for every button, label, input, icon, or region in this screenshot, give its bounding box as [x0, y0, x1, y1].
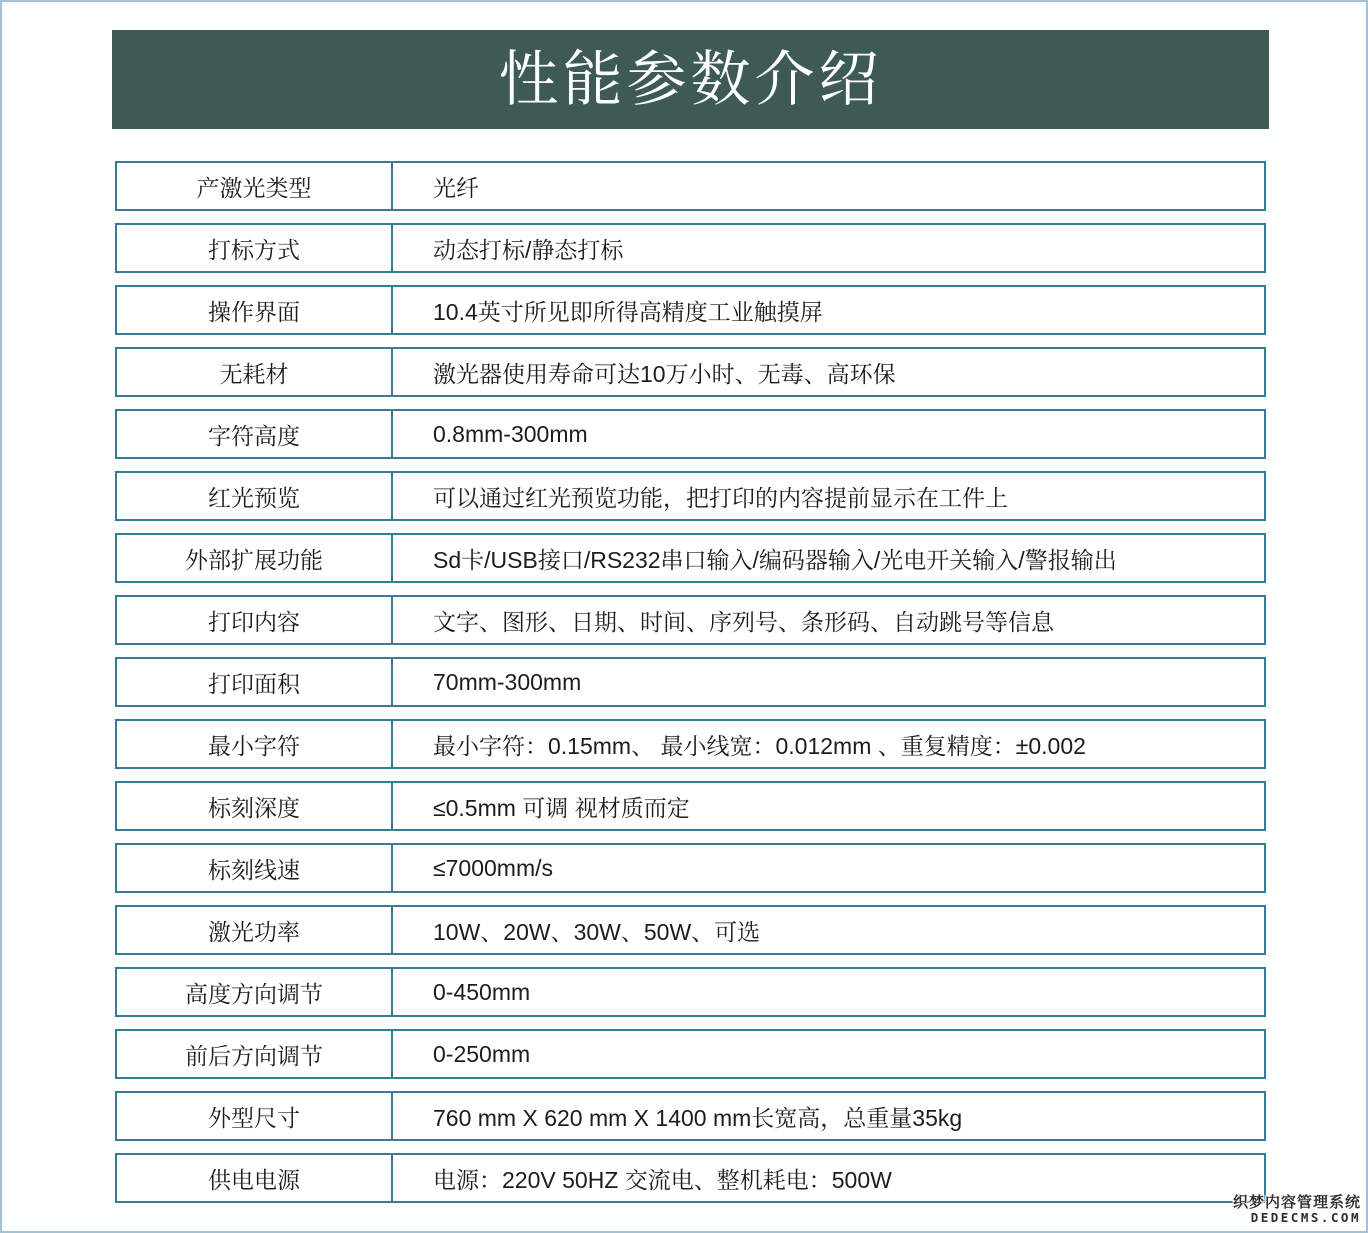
spec-value: 电源：220V 50HZ 交流电、整机耗电：500W — [433, 1166, 892, 1193]
spec-label: 前后方向调节 — [117, 1031, 393, 1077]
table-row — [115, 905, 1266, 955]
spec-value: 0-250mm — [433, 1040, 531, 1067]
table-row — [115, 161, 1266, 211]
spec-value: 70mm-300mm — [433, 668, 582, 695]
spec-label: 红光预览 — [117, 473, 393, 519]
table-row — [115, 1029, 1266, 1079]
spec-value: 0-450mm — [433, 978, 531, 1005]
spec-label: 外部扩展功能 — [117, 535, 393, 581]
spec-value: 760 mm X 620 mm X 1400 mm长宽高，总重量35kg — [433, 1104, 963, 1131]
spec-label: 操作界面 — [117, 287, 393, 333]
table-row — [115, 843, 1266, 893]
table-row — [115, 967, 1266, 1017]
table-row — [115, 719, 1266, 769]
table-row — [115, 595, 1266, 645]
watermark-cn-text: 织梦内容管理系统 — [1232, 1193, 1361, 1211]
spec-value: 文字、图形、日期、时间、序列号、条形码、自动跳号等信息 — [433, 608, 1054, 635]
spec-label: 字符高度 — [117, 411, 393, 457]
spec-value: 最小字符：0.15mm、 最小线宽：0.012mm 、重复精度：±0.002 — [433, 732, 1086, 759]
spec-label: 最小字符 — [117, 721, 393, 767]
spec-label: 外型尺寸 — [117, 1093, 393, 1139]
spec-label: 打印面积 — [117, 659, 393, 705]
spec-value: 10W、20W、30W、50W、可选 — [433, 918, 761, 945]
watermark — [1233, 1195, 1361, 1225]
spec-value: 光纤 — [433, 174, 479, 201]
table-row — [115, 1091, 1266, 1141]
spec-value: 10.4英寸所见即所得高精度工业触摸屏 — [433, 298, 823, 325]
watermark-en-text: DEDECMS.COM — [1250, 1210, 1361, 1226]
spec-label: 高度方向调节 — [117, 969, 393, 1015]
spec-label: 打标方式 — [117, 225, 393, 271]
spec-label: 标刻线速 — [117, 845, 393, 891]
table-row — [115, 285, 1266, 335]
table-row — [115, 471, 1266, 521]
spec-value: 激光器使用寿命可达10万小时、无毒、高环保 — [433, 360, 896, 387]
table-row — [115, 1153, 1266, 1203]
table-row — [115, 409, 1266, 459]
spec-value: 0.8mm-300mm — [433, 420, 588, 447]
table-row — [115, 533, 1266, 583]
spec-label: 激光功率 — [117, 907, 393, 953]
spec-table — [115, 161, 1266, 1203]
table-row — [115, 781, 1266, 831]
spec-label: 供电电源 — [117, 1155, 393, 1201]
spec-value: ≤7000mm/s — [433, 854, 553, 881]
page-title-banner — [112, 30, 1269, 129]
spec-label: 打印内容 — [117, 597, 393, 643]
spec-label: 无耗材 — [117, 349, 393, 395]
spec-label: 产激光类型 — [117, 163, 393, 209]
spec-label: 标刻深度 — [117, 783, 393, 829]
table-row — [115, 657, 1266, 707]
spec-value: 动态打标/静态打标 — [433, 236, 624, 263]
spec-value: 可以通过红光预览功能，把打印的内容提前显示在工件上 — [433, 484, 1008, 511]
spec-value: Sd卡/USB接口/RS232串口输入/编码器输入/光电开关输入/警报输出 — [433, 546, 1117, 573]
table-row — [115, 223, 1266, 273]
table-row — [115, 347, 1266, 397]
page-title: 性能参数介绍 — [498, 45, 883, 113]
spec-value: ≤0.5mm 可调 视材质而定 — [433, 794, 690, 821]
